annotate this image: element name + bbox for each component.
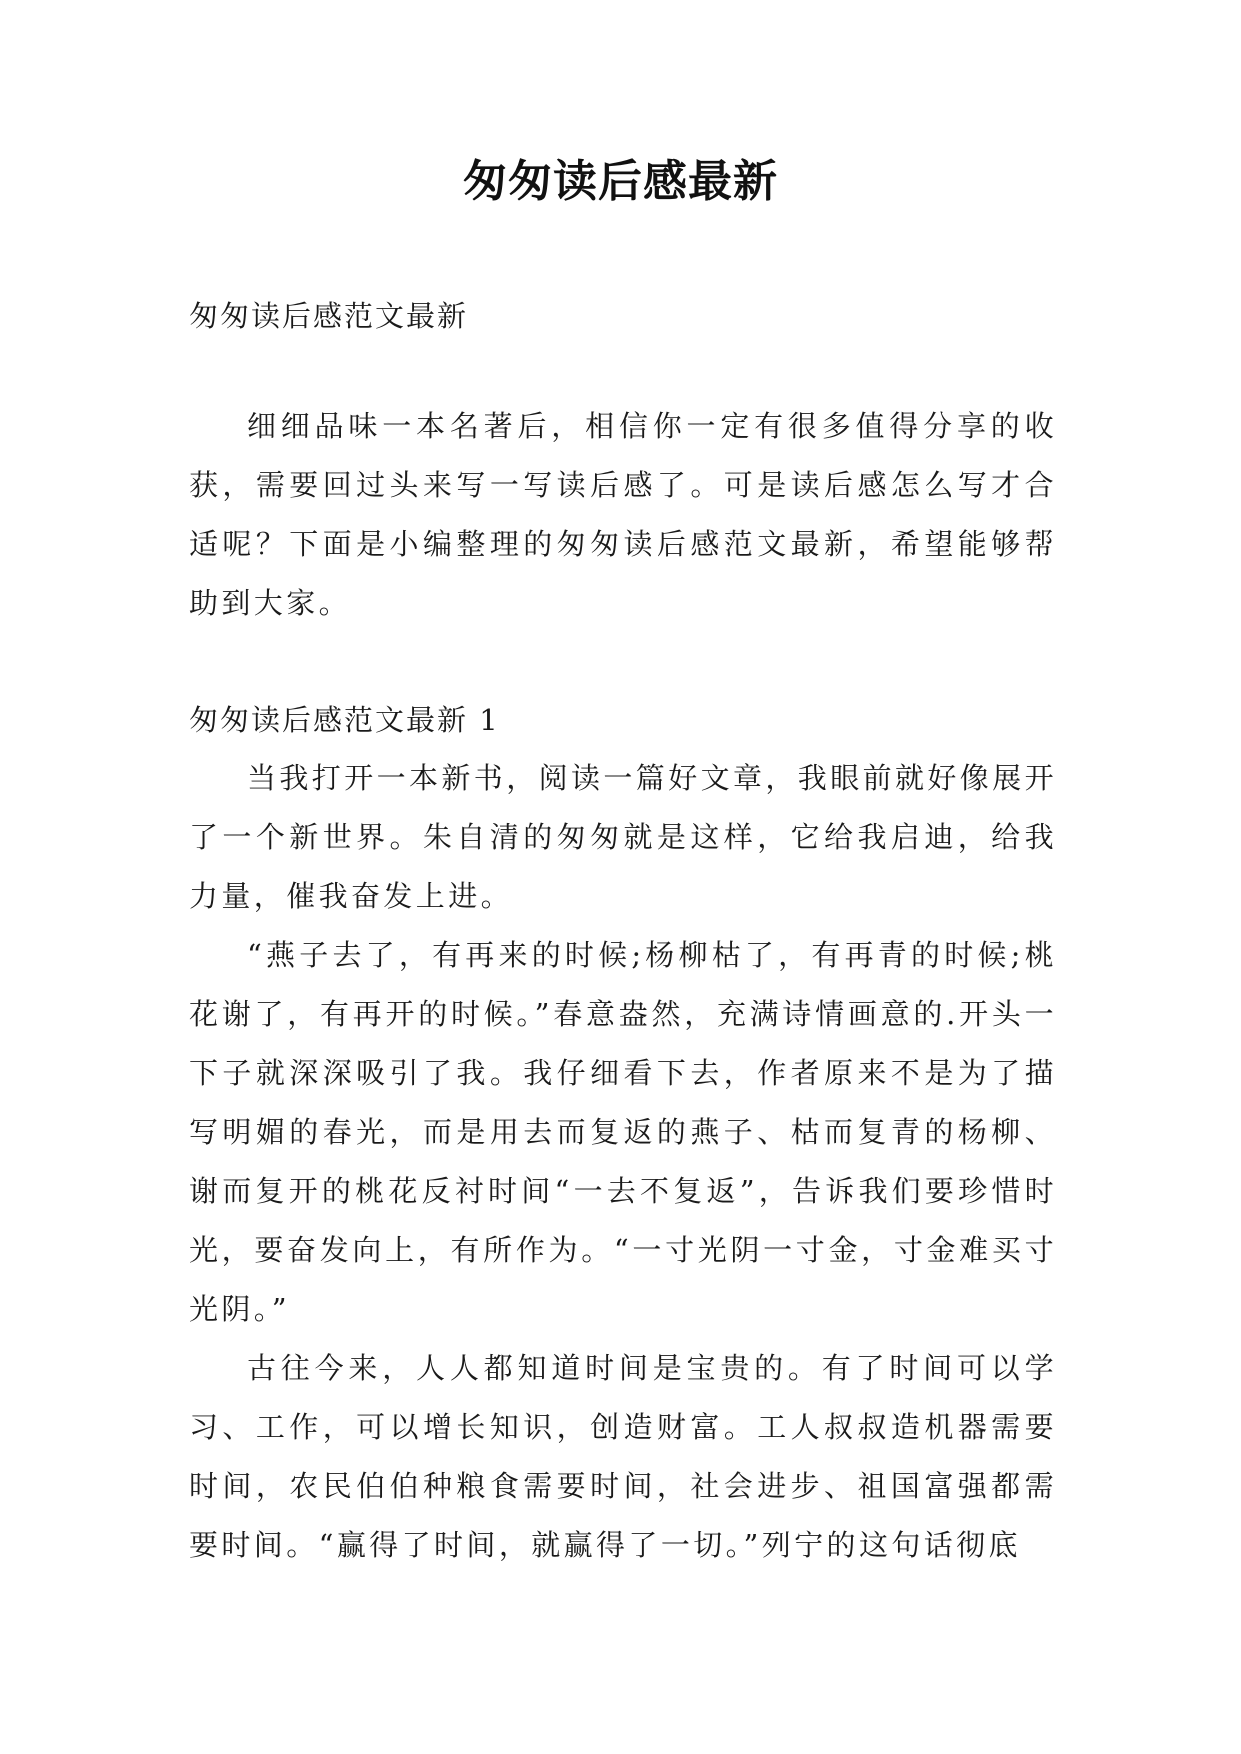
body-paragraph-3: 古往今来，人人都知道时间是宝贵的。有了时间可以学习、工作，可以增长知识，创造财富。工人叔叔造机器需要时间，农民伯伯种粮食需要时间，社会进步、祖国富强都需要时间。“赢得了时间，就赢得了一切。”列宁的这句话彻底 bbox=[189, 1351, 1057, 1562]
document-title: 匆匆读后感最新 bbox=[463, 156, 778, 207]
spacer bbox=[189, 633, 1057, 691]
document-subtitle: 匆匆读后感范文最新 bbox=[189, 299, 469, 333]
document-body bbox=[189, 287, 1057, 1575]
spacer bbox=[189, 345, 1057, 397]
intro-paragraph: 细细品味一本名著后，相信你一定有很多值得分享的收获，需要回过头来写一写读后感了。可是读后感怎么写才合适呢？下面是小编整理的匆匆读后感范文最新，希望能够帮助到大家。 bbox=[189, 409, 1057, 620]
section-heading: 匆匆读后感范文最新 1 bbox=[189, 703, 500, 737]
body-paragraph-2: “燕子去了，有再来的时候;杨柳枯了，有再青的时候;桃花谢了，有再开的时候。”春意盎然，充满诗情画意的.开头一下子就深深吸引了我。我仔细看下去，作者原来不是为了描写明媚的春光，而是用去而复返的燕子、枯而复青的杨柳、谢而复开的桃花反衬时间“一去不复返”，告诉我们要珍惜时光，要奋发向上，有所作为。“一寸光阴一寸金，寸金难买寸光阴。” bbox=[189, 938, 1057, 1326]
body-paragraph-1: 当我打开一本新书，阅读一篇好文章，我眼前就好像展开了一个新世界。朱自清的匆匆就是这样，它给我启迪，给我力量，催我奋发上进。 bbox=[189, 761, 1058, 913]
